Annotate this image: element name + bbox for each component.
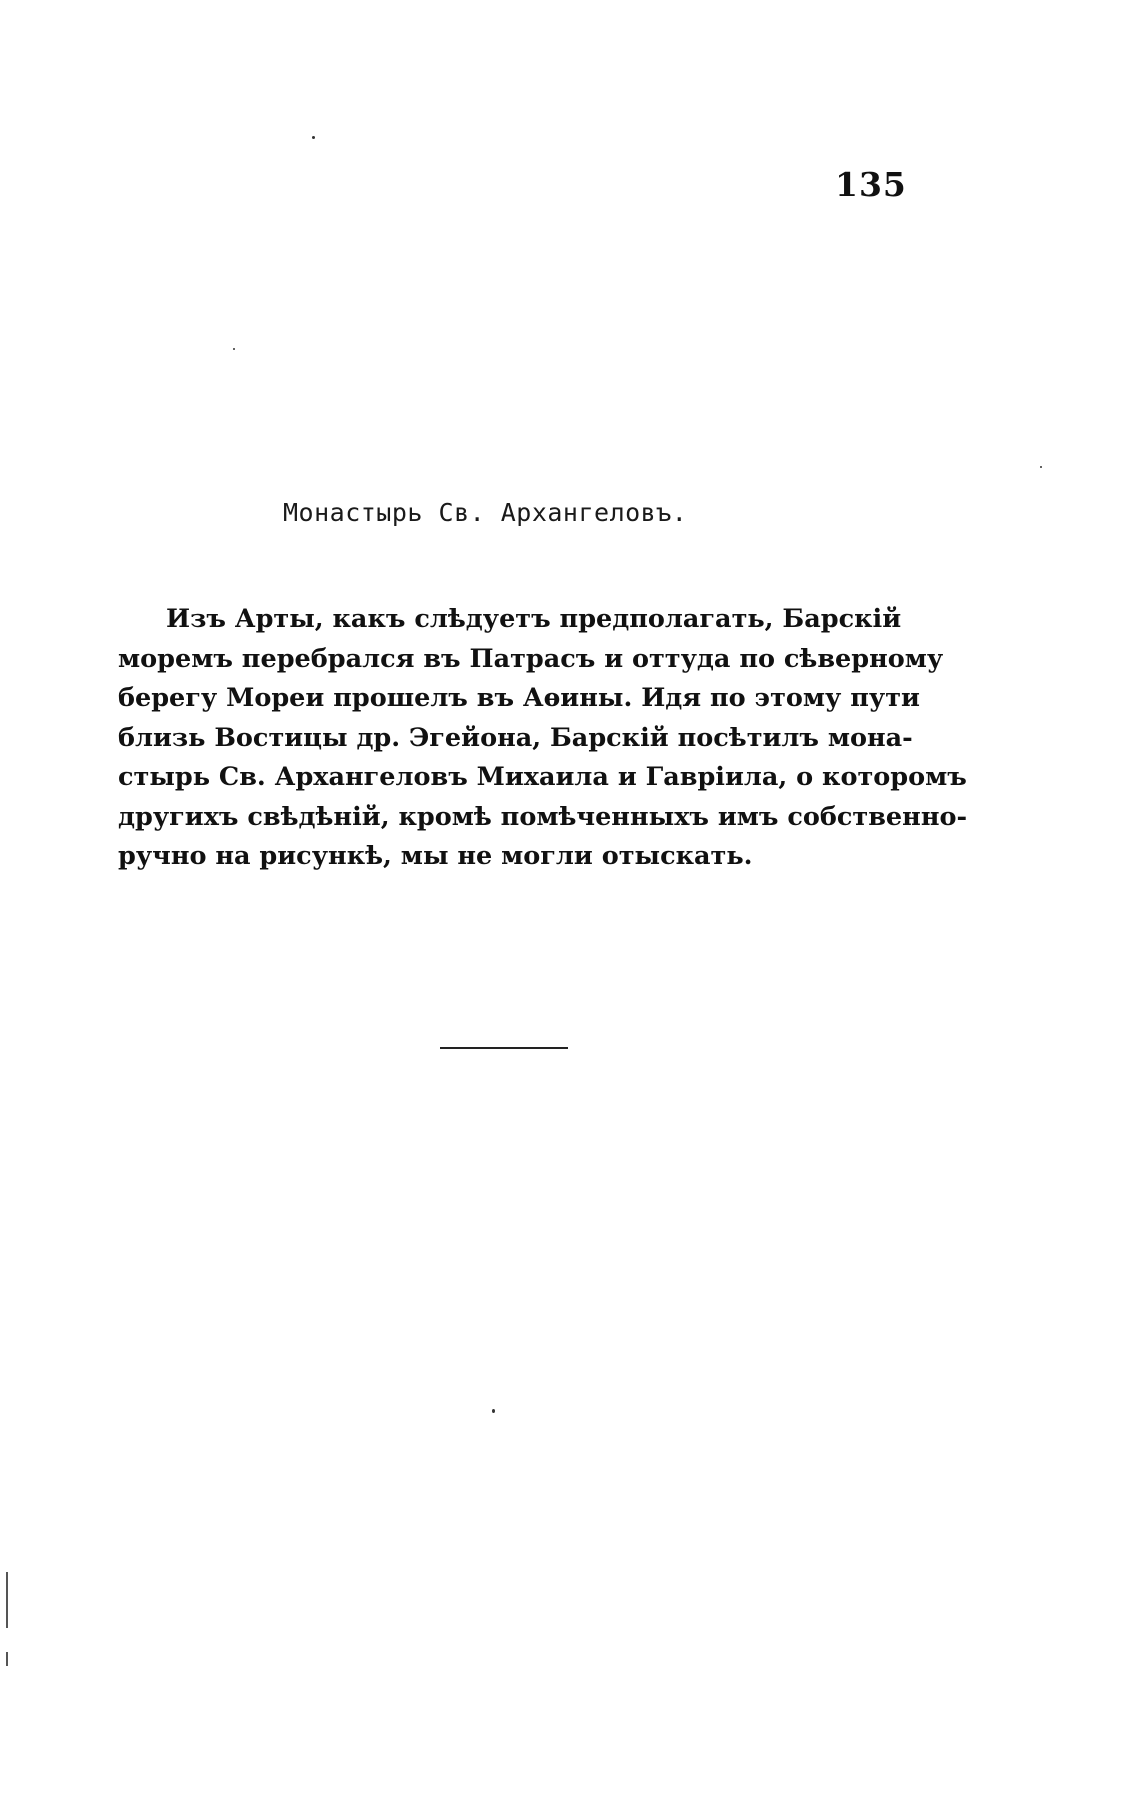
paragraph-line: другихъ свѣдѣній, кромѣ помѣченныхъ имъ собственно- xyxy=(118,801,968,832)
page-number: 135 xyxy=(835,165,907,204)
scan-edge-mark xyxy=(6,1572,8,1628)
body-paragraph xyxy=(118,600,968,877)
scan-speck xyxy=(233,348,235,350)
paragraph-line: моремъ перебрался въ Патрасъ и оттуда по сѣверному xyxy=(118,643,944,674)
paragraph-line: Изъ Арты, какъ слѣдуетъ предполагать, Барскій xyxy=(166,604,902,634)
paragraph-line: близь Востицы др. Эгейона, Барскій посѣтилъ мона- xyxy=(118,722,913,753)
section-divider xyxy=(440,1047,568,1049)
paragraph-line: ручно на рисункѣ, мы не могли отыскать. xyxy=(118,841,753,871)
paragraph-line: стырь Св. Архангеловъ Михаила и Гавріила, о которомъ xyxy=(118,762,967,792)
chapter-title: Монастырь Св. Архангеловъ. xyxy=(283,498,688,527)
paragraph-line: берегу Мореи прошелъ въ Аѳины. Идя по этому пути xyxy=(118,683,920,713)
scan-speck xyxy=(1040,466,1042,468)
scan-speck xyxy=(312,136,315,139)
scan-speck xyxy=(492,1409,495,1413)
scan-edge-mark xyxy=(6,1652,8,1666)
